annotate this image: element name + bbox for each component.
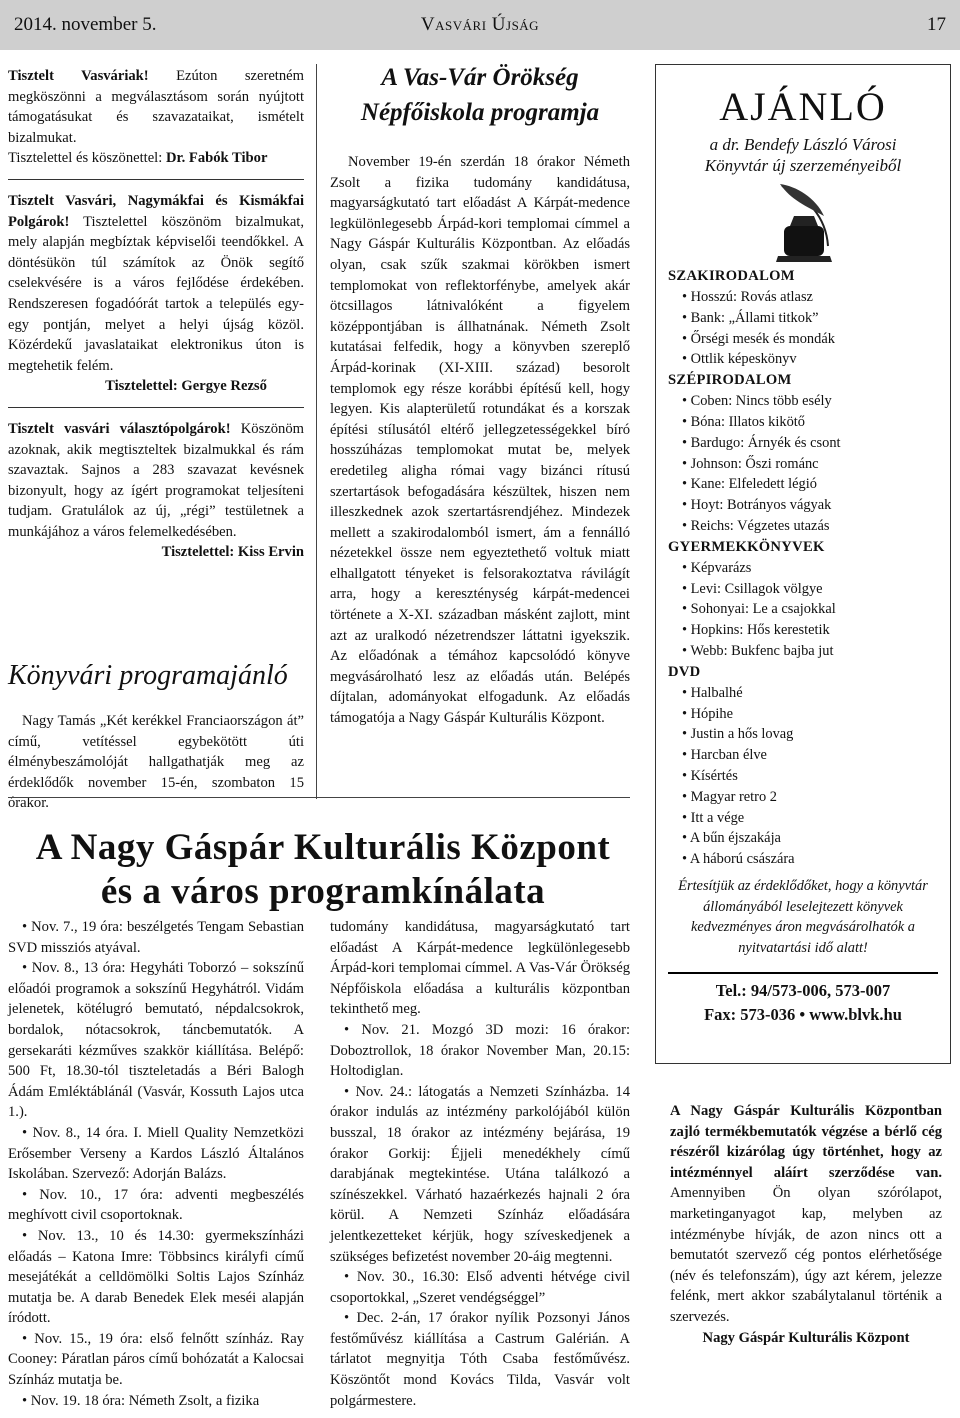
- letter-fabok: Tisztelt Vasváriak! Ezúton szeretném megköszönni a megválasztásom során nyújtott támogatásukat és szavazataikat, ismételt bizalmukat.: [8, 68, 304, 146]
- divider: [8, 179, 304, 180]
- list-item: • Nov. 8., 13 óra: Hegyháti Toborzó – sokszínű előadói programok a sokszínű Hegyhátról. Vidám jelenetek, kötélugró bemutató, népdalcsokrok, bordalok, nótacsokrok, táncbemutatók. A gersekaráti kézműves szakkör kiállítása. Belépő: 500 Ft, 18.30-tól tiszteletadás a Béri Balogh Ádám Emléktáblánál (Vasvár, Kossuth Lajos utca 1.).: [8, 960, 304, 1121]
- ajanlo-subtitle: a dr. Bendefy László Városi Könyvtár új szerzeményeiből: [704, 135, 902, 175]
- list-item: • Reichs: Végzetes utazás: [682, 517, 830, 534]
- article-title: Népfőiskola programja: [360, 99, 600, 126]
- nepfoiskola-article: [330, 60, 630, 729]
- list-item: • A bűn éjszakája: [682, 830, 781, 847]
- list-item: • Nov. 19. 18 óra: Németh Zsolt, a fizika: [22, 1392, 260, 1409]
- ajanlo-note: Értesítjük az érdeklődőket, hogy a könyvtár állományából leselejtezett könyvek kedvezményes áron megvásárolhatók a nyitvatartási idő alatt!: [678, 877, 928, 956]
- letters-column: [8, 66, 304, 563]
- list-item: • Harcban élve: [682, 747, 767, 764]
- list-item: • Halbalhé: [682, 684, 743, 701]
- page-header: [0, 0, 960, 50]
- letter-salutation: Tisztelt Vasváriak!: [8, 68, 149, 84]
- list-item: • Nov. 24.: látogatás a Nemzeti Színházba. 14 órakor indulás az intézmény parkolójából külön busszal, 18 órakor az intézmény bejárása, 19 órakor Gorkij: Éjjeli menedékhely című darabjának megtekintése. Utána találkozó a színészekkel. Várható hazaérkezés hajnali 2 óra körül. A Nemzeti Színház előadására jelentkezetteket kérjük, hogy szíveskedjenek a szükséges befizetést november 20-áig megtenni.: [330, 1083, 630, 1265]
- notice-signature: Nagy Gáspár Kulturális Központ: [702, 1329, 910, 1346]
- list-item: tudomány kandidátusa, magyarságkutató tart előadást A Kárpát-medence legkülönlegesebb Árpád-kori templomai címmel. A Vas-Vár Örökség Népfőiskola előadása a kulturális központban tekinthető meg.: [330, 919, 630, 1018]
- letter-closing: Tisztelettel: Gergye Rezső: [105, 378, 267, 395]
- newspaper-title: Vasvári Újság: [420, 14, 540, 35]
- list-item: • Bank: „Állami titkok”: [682, 309, 819, 326]
- issue-date: 2014. november 5.: [14, 14, 157, 35]
- list-item: • Levi: Csillagok völgye: [682, 580, 823, 597]
- notice-body: A Nagy Gáspár Kulturális Központban zajló termékbemutatók végzése a bérlő cég részéről kizárólag úgy történhet, hogy az intézménnyel aláírt szerződése van. Amennyiben Ön olyan szórólapot, marketinganyagot kap, melyben az intézménybe hívják, de azon nincs ott a bemutatót szervező cég pontos elérhetősége (név és telefonszám), úgy azt kérem, jelezze felénk, mert akkor szabálytalanul történik a szervezés.: [670, 1103, 942, 1325]
- list-item: • Itt a vége: [682, 809, 745, 826]
- list-item: • A háború császára: [682, 851, 795, 868]
- list-item: • Nov. 13., 10 és 14.30: gyermekszínházi előadás – Katona Imre: Többsincs királyfi című mesejátékát a celldömölki Soltis Lajos Színház mutatja be. A darab Benedek Elek meséi alapján íródott.: [8, 1227, 304, 1327]
- list-item: • Őrségi mesék és mondák: [682, 330, 835, 347]
- letter-closing: Tisztelettel: Kiss Ervin: [161, 544, 304, 561]
- program-column-2: [330, 917, 630, 1411]
- program-column-1: [8, 917, 304, 1411]
- list-item: • Justin a hős lovag: [682, 726, 794, 743]
- contact-box: [668, 972, 938, 1026]
- notice-article: [670, 1101, 942, 1348]
- list-item: • Webb: Bukfenc bajba jut: [682, 642, 834, 659]
- letter-salutation: Tisztelt vasvári választópolgárok!: [8, 420, 231, 437]
- list-item: • Bóna: Illatos kikötő: [682, 413, 805, 430]
- list-item: • Hosszú: Rovás atlasz: [682, 289, 813, 305]
- list-item: • Sohonyai: Le a csajokkal: [682, 601, 836, 618]
- list-item: • Képvarázs: [682, 559, 752, 576]
- article-title: A Vas-Vár Örökség: [381, 64, 579, 91]
- page-number: 17: [927, 14, 946, 35]
- list-item: • Nov. 30., 16.30: Első adventi hétvége civil csoportokkal, „Szeret vendégséggel”: [330, 1269, 630, 1306]
- ajanlo-box: [655, 64, 951, 1064]
- ajanlo-title: AJÁNLÓ: [719, 84, 887, 129]
- list-item: • Nov. 10., 17 óra: adventi megbeszélés meghívott civil csoportoknak.: [8, 1186, 304, 1224]
- konyvari-body: Nagy Tamás „Két kerékkel Franciaországon át” című, vetítéssel egybekötött úti élménybeszámolóját hallgathatják meg az érdeklődők november 15-én, szombaton 15 órakor.: [8, 713, 304, 812]
- konyvari-title: Könyvári programajánló: [8, 660, 288, 691]
- letter-closing: Tisztelettel és köszönettel: Dr. Fabók Tibor: [8, 150, 268, 167]
- list-item: • Hópihe: [682, 705, 733, 722]
- program-title: A Nagy Gáspár Kulturális Központ és a város programkínálata: [35, 827, 611, 912]
- fax-web: Fax: 573-036 • www.blvk.hu: [704, 1005, 902, 1025]
- divider: [8, 407, 304, 408]
- list-item: • Dec. 2-án, 17 órakor nyílik Pozsonyi János festőművész kiállítása a Castrum Galérián. A tárlatot megnyitja Tóth Csaba festőművész. Köszöntőt mond Kovács Tilda, Vasvár volt polgármestere.: [330, 1310, 630, 1409]
- list-item: • Nov. 7., 19 óra: beszélgetés Tengam Sebastian SVD missziós atyával.: [8, 919, 304, 956]
- article-body: November 19-én szerdán 18 órakor Németh Zsolt a fizika tudomány kandidátusa, magyarságkutató tart előadást A Kárpát-medence legkülönlegesebb Árpád-kori templomai címmel a Nagy Gáspár Kulturális Központban. Az előadás olyan, csak szűk szakmai körökben ismert templomokat von reflektorfénybe, amelyek akár ötcsillagos látnivalóként a figyelem középpontjában is állhatnának. Németh Zsolt kutatásai felfedik, hogy a könyvben szereplő Árpád-korinak (XI-XIII. század) besorolt templomok egy része korábbi építésű kell, hogy legyen. Kis alapterületű rotundákat és a korszak építési stílusától eltérő jellegzetességekkel bíró hosszúházas templomokat mutat be, melyek eredetileg aligha római vagy bizánci rítusú szertartások befogadására készültek, hiszen nem illeszkednek azok szertartásrendjéhez. Mindezek mellett a szakirodalomból ismert, ám a fennálló nézetekkel össze nem egyeztethető voltuk miatt elhallgatott tényeket is felsorakoztatva rávilágít arra, hogy a kereszténység kárpát-medencei története a X-XI. században másként zajlott, mint azt az uralkodó nézetrendszer láttatni igyekszik. Az előadónak a témához kapcsolódó könyve megvásárolható lesz az előadás után. Belépés díjtalan, adományokat elfogadunk. Az előadás támogatója a Nagy Gáspár Kulturális Központ.: [330, 154, 630, 727]
- ajanlo-list: [656, 266, 950, 870]
- phone-number: Tel.: 94/573-006, 573-007: [715, 981, 891, 1001]
- list-item: • Hoyt: Botrányos vágyak: [682, 497, 832, 514]
- column-rule: [316, 64, 317, 799]
- category-heading: GYERMEKKÖNYVEK: [668, 538, 825, 555]
- list-item: • Ottlik képeskönyv: [682, 351, 797, 368]
- category-heading: SZAKIRODALOM: [668, 268, 795, 284]
- list-item: • Kane: Elfeledett légió: [682, 476, 817, 493]
- inkwell-quill-icon: [656, 176, 950, 266]
- list-item: • Magyar retro 2: [682, 788, 777, 805]
- category-heading: DVD: [668, 663, 701, 680]
- list-item: • Johnson: Őszi románc: [682, 455, 819, 472]
- category-heading: SZÉPIRODALOM: [668, 372, 792, 389]
- letter-gergye: Tisztelt Vasvári, Nagymákfai és Kismákfai Polgárok! Tisztelettel köszönöm bizalmukat, mely alapján megbíztak képviselői teendőkkel. A döntésükön túl számítok az Önök segítő cselekvésére is a város fejlődése érdekében. Rendszeresen fogadóórát tartok a település egy-egy pontján, melyet a helyi újság közöl. Közérdekű javaslataikat elektronikus úton is megtehetik felém.: [8, 192, 304, 374]
- list-item: • Kísértés: [682, 767, 738, 784]
- letter-kiss: Tisztelt vasvári választópolgárok! Köszönöm azoknak, akik megtiszteltek bizalmukkal és rám szavaztak. Sajnos a 283 szavazat kevésnek bizonyult, hogy az ígért programokat teljesíteni tudjam. Gratulálok az új, „régi” testületnek a munkájához a város felemelkedésében.: [8, 420, 305, 540]
- letter-salutation: Tisztelt Vasvári, Nagymákfai és Kismákfai Polgárok!: [8, 192, 304, 230]
- list-item: • Nov. 21. Mozgó 3D mozi: 16 órakor: Doboztrollok, 18 órakor November Man, 20.15: Holtodiglan.: [330, 1021, 630, 1080]
- list-item: • Nov. 8., 14 óra. I. Miell Quality Nemzetközi Erősember Verseny a Kardos László Általános Iskolában. Szervező: Adorján Balázs.: [8, 1124, 304, 1183]
- list-item: • Bardugo: Árnyék és csont: [682, 434, 841, 451]
- list-item: • Hopkins: Hős kerestetik: [682, 622, 830, 639]
- list-item: • Nov. 15., 19 óra: első felnőtt színház. Ray Cooney: Páratlan páros című bohózatát a Kalocsai Színház mutatja be.: [8, 1330, 304, 1389]
- section-rule: [8, 797, 630, 798]
- list-item: • Coben: Nincs több esély: [682, 393, 832, 410]
